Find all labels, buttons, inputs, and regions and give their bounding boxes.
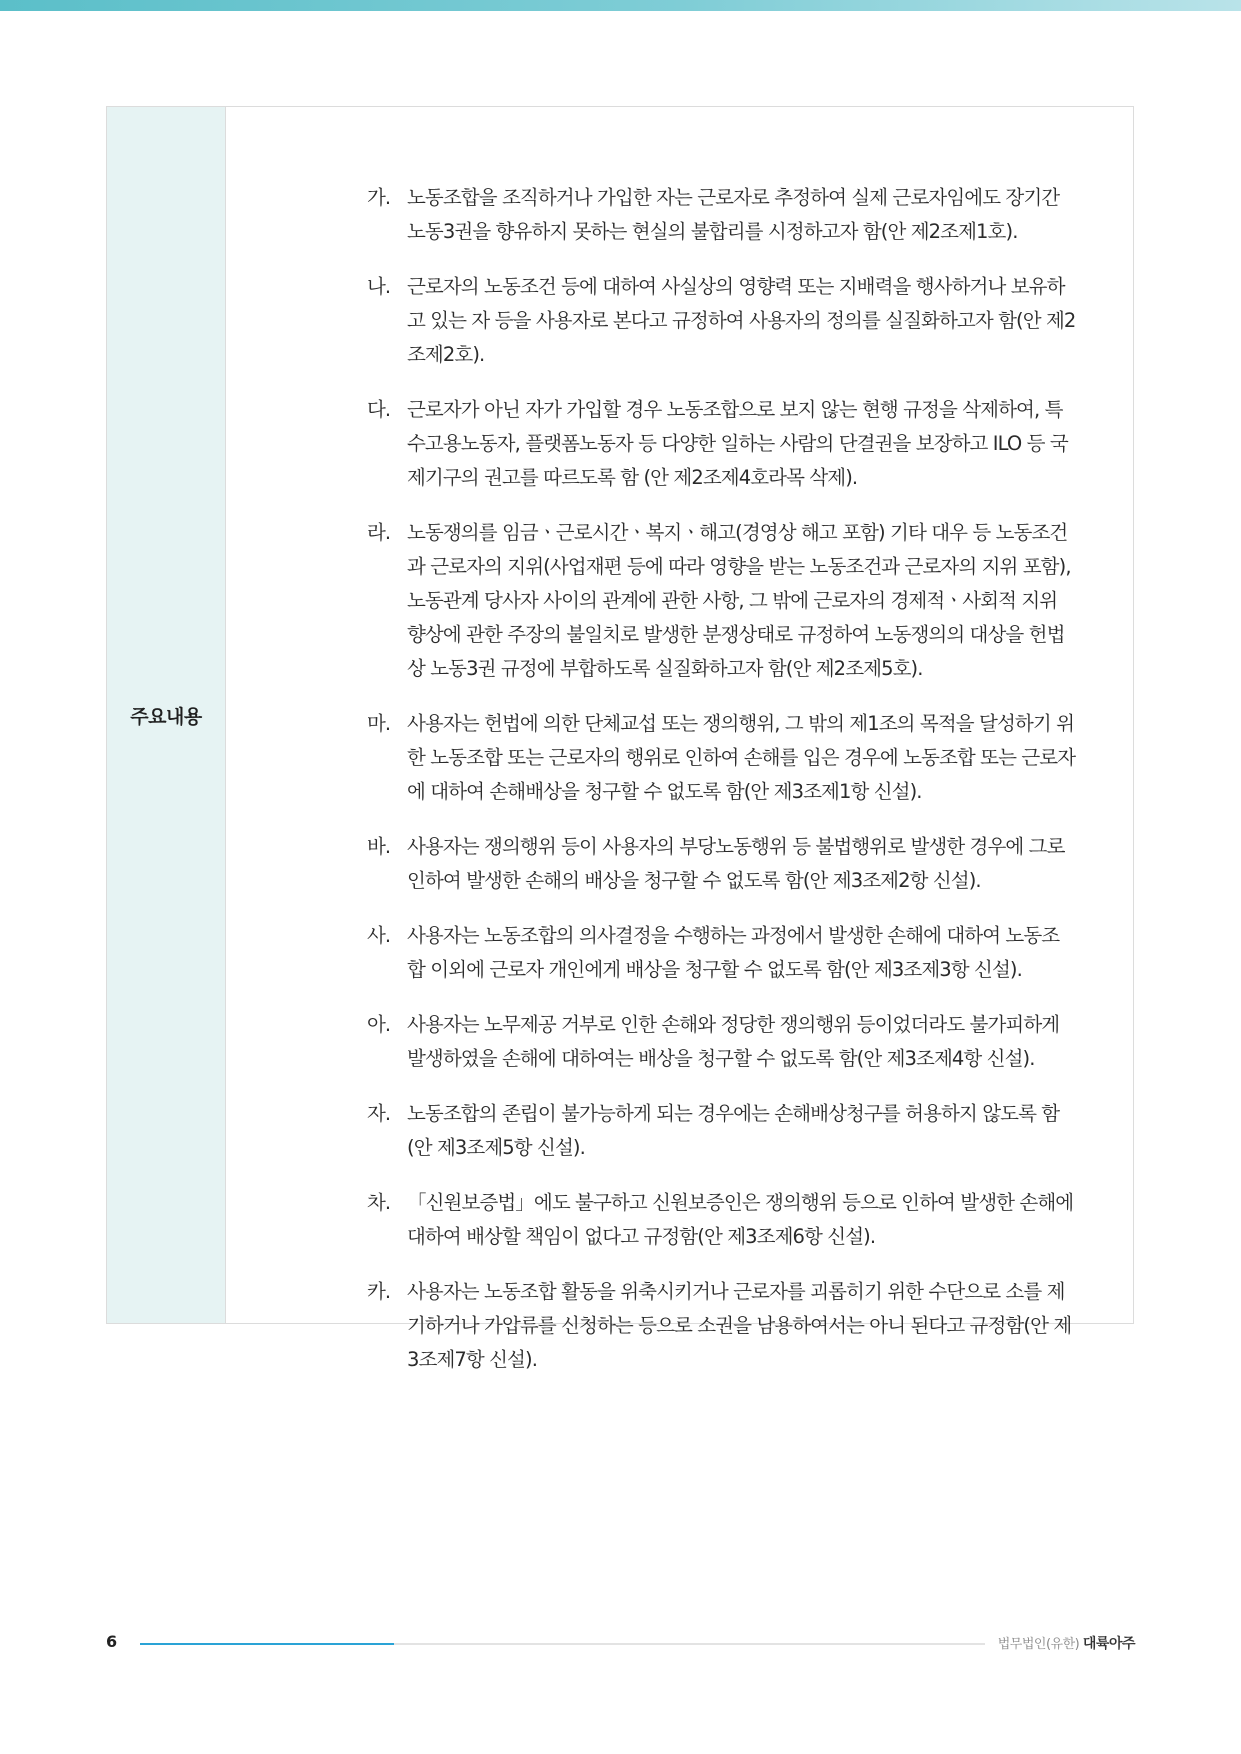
list-item-marker: 바. <box>367 835 391 858</box>
list-item-text: 노동쟁의를 임금ㆍ근로시간ㆍ복지ㆍ해고(경영상 해고 포함) 기타 대우 등 노동조건과 근로자의 지위(사업재편 등에 따라 영향을 받는 노동조건과 근로자의 지위 포함), 노동관계 당사자 사이의 관계에 관한 사항, 그 밖에 근로자의 경제적ㆍ사회적 지위 향상에 관한 주장의 불일치로 발생한 분쟁상태로 규정하여 노동쟁의의 대상을 헌법상 노동3권 규정에 부합하도록 실질화하고자 함(안 제2조제5호). <box>407 521 1071 680</box>
firm-name: 대륙아주 <box>1082 1636 1135 1652</box>
list-item-marker: 차. <box>367 1191 391 1214</box>
list-item-text: 사용자는 노동조합 활동을 위축시키거나 근로자를 괴롭히기 위한 수단으로 소를 제기하거나 가압류를 신청하는 등으로 소권을 남용하여서는 아니 된다고 규정함(안 제3조제7항 신설). <box>407 1280 1072 1371</box>
list-item <box>226 1186 1076 1254</box>
section-body-cell <box>226 107 1133 1371</box>
list-item-marker: 카. <box>367 1280 391 1303</box>
list-item-text: 근로자가 아닌 자가 가입할 경우 노동조합으로 보지 않는 현행 규정을 삭제하여, 특수고용노동자, 플랫폼노동자 등 다양한 일하는 사람의 단결권을 보장하고 ILO 등 국제기구의 권고를 따르도록 함 (안 제2조제4호라목 삭제). <box>407 398 1068 489</box>
section-label-cell <box>107 107 226 1323</box>
list-item-text: 「신원보증법」에도 불구하고 신원보증인은 쟁의행위 등으로 인하여 발생한 손해에 대하여 배상할 책임이 없다고 규정함(안 제3조제6항 신설). <box>407 1191 1074 1248</box>
list-item <box>226 1008 1076 1076</box>
section-label: 주요내용 <box>130 705 202 728</box>
list-item-marker: 아. <box>367 1013 391 1036</box>
content-table <box>106 106 1134 1371</box>
list-item <box>226 181 1076 249</box>
list-item-text: 근로자의 노동조건 등에 대하여 사실상의 영향력 또는 지배력을 행사하거나 보유하고 있는 자 등을 사용자로 본다고 규정하여 사용자의 정의를 실질화하고자 함(안 제2조제2호). <box>407 275 1076 366</box>
footer-brand <box>998 1633 1135 1653</box>
list-item-text: 사용자는 헌법에 의한 단체교섭 또는 쟁의행위, 그 밖의 제1조의 목적을 달성하기 위한 노동조합 또는 근로자의 행위로 인하여 손해를 입은 경우에 노동조합 또는 근로자에 대하여 손해배상을 청구할 수 없도록 함(안 제3조제1항 신설). <box>407 712 1076 803</box>
list-item-text: 사용자는 노동조합의 의사결정을 수행하는 과정에서 발생한 손해에 대하여 노동조합 이외에 근로자 개인에게 배상을 청구할 수 없도록 함(안 제3조제3항 신설). <box>407 924 1060 981</box>
list-item <box>226 1097 1076 1165</box>
list-item-marker: 다. <box>367 398 391 421</box>
footer-progress-line <box>140 1643 985 1645</box>
list-item-marker: 나. <box>367 275 391 298</box>
list-item <box>226 707 1076 809</box>
list-item-marker: 라. <box>367 521 391 544</box>
list-item-text: 노동조합의 존립이 불가능하게 되는 경우에는 손해배상청구를 허용하지 않도록 함(안 제3조제5항 신설). <box>407 1102 1060 1159</box>
list-item-text: 노동조합을 조직하거나 가입한 자는 근로자로 추정하여 실제 근로자임에도 장기간 노동3권을 향유하지 못하는 현실의 불합리를 시정하고자 함(안 제2조제1호). <box>407 186 1060 243</box>
item-list <box>226 181 1076 1398</box>
list-item <box>226 516 1076 686</box>
list-item <box>226 919 1076 987</box>
page-number: 6 <box>106 1632 118 1651</box>
list-item-marker: 사. <box>367 924 391 947</box>
list-item <box>226 393 1076 495</box>
footer-progress-fill <box>140 1643 394 1645</box>
list-item-marker: 자. <box>367 1102 391 1125</box>
list-item-marker: 마. <box>367 712 391 735</box>
list-item-marker: 가. <box>367 186 391 209</box>
list-item-text: 사용자는 노무제공 거부로 인한 손해와 정당한 쟁의행위 등이었더라도 불가피하게 발생하였을 손해에 대하여는 배상을 청구할 수 없도록 함(안 제3조제4항 신설). <box>407 1013 1060 1070</box>
list-item <box>226 1275 1076 1377</box>
firm-prefix: 법무법인(유한) <box>997 1637 1080 1652</box>
list-item-text: 사용자는 쟁의행위 등이 사용자의 부당노동행위 등 불법행위로 발생한 경우에 그로 인하여 발생한 손해의 배상을 청구할 수 없도록 함(안 제3조제2항 신설). <box>407 835 1065 892</box>
list-item <box>226 270 1076 372</box>
top-accent-bar <box>0 0 1241 11</box>
list-item <box>226 830 1076 898</box>
